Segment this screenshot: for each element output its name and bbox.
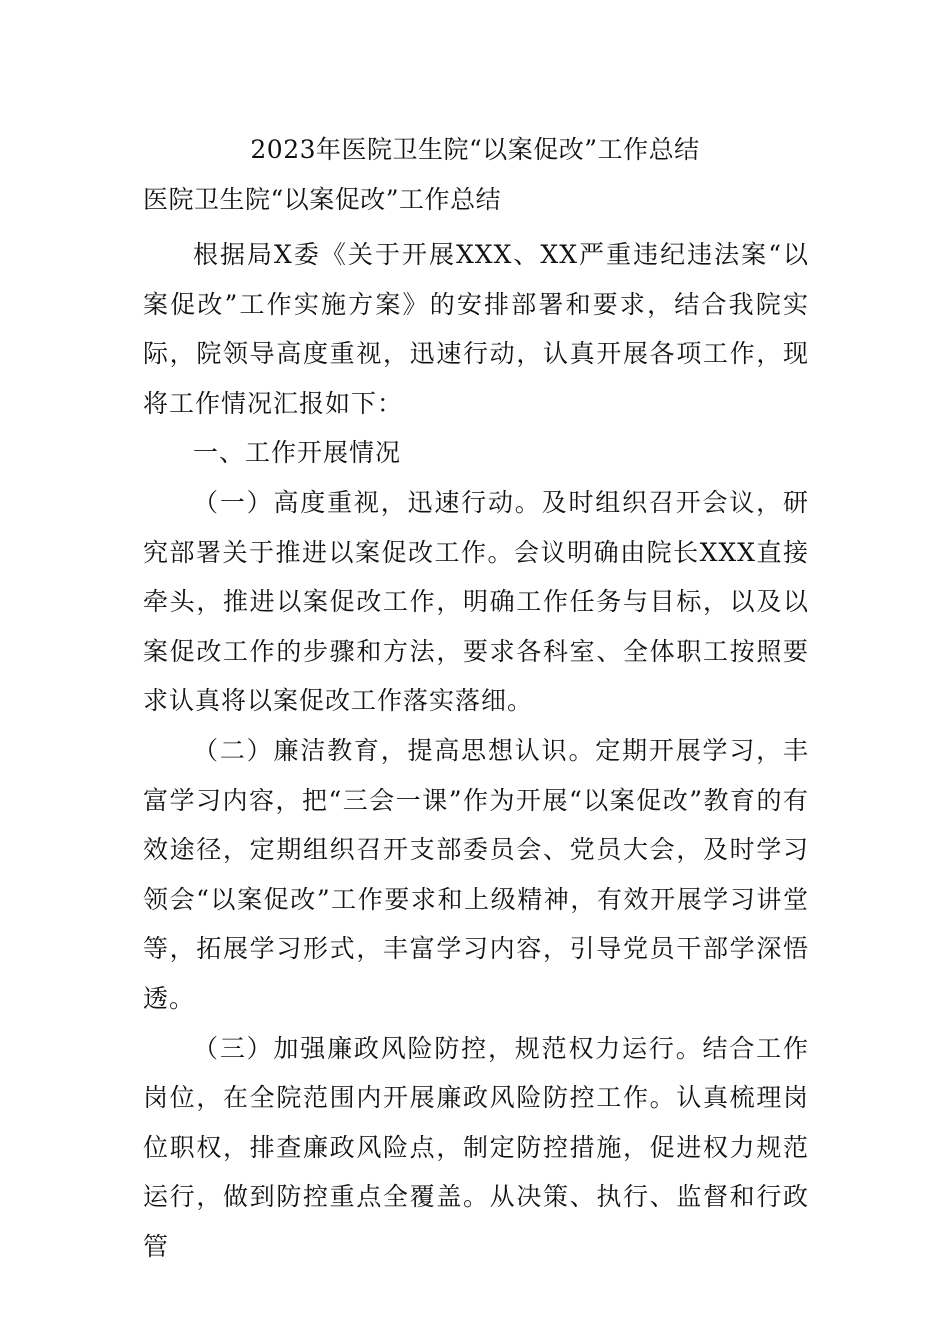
section-heading: 一、工作开展情况 xyxy=(193,438,402,468)
paragraph-item-1: （一）高度重视，迅速行动。及时组织召开会议，研究部署关于推进以案促改工作。会议明确由院长XXX直接牵头，推进以案促改工作，明确工作任务与目标，以及以案促改工作的步骤和方法，要求各科室、全体职工按照要求认真将以案促改工作落实落细。 xyxy=(143,487,809,716)
document-subtitle: 医院卫生院“以案促改”工作总结 xyxy=(143,185,502,214)
document-title: 2023年医院卫生院“以案促改”工作总结 xyxy=(250,135,700,164)
document-body xyxy=(143,230,809,1271)
paragraph-item-2: （二）廉洁教育，提高思想认识。定期开展学习，丰富学习内容，把“三会一课”作为开展“以案促改”教育的有效途径，定期组织召开支部委员会、党员大会，及时学习领会“以案促改”工作要求和上级精神，有效开展学习讲堂等，拓展学习形式，丰富学习内容，引导党员干部学深悟透。 xyxy=(143,735,809,1013)
paragraph-item-3: （三）加强廉政风险防控，规范权力运行。结合工作岗位，在全院范围内开展廉政风险防控工作。认真梳理岗位职权，排查廉政风险点，制定防控措施，促进权力规范运行，做到防控重点全覆盖。从决策、执行、监督和行政管 xyxy=(143,1033,809,1261)
paragraph-intro: 根据局X委《关于开展XXX、XX严重违纪违法案“以案促改”工作实施方案》的安排部署和要求，结合我院实际，院领导高度重视，迅速行动，认真开展各项工作，现将工作情况汇报如下： xyxy=(143,240,809,418)
